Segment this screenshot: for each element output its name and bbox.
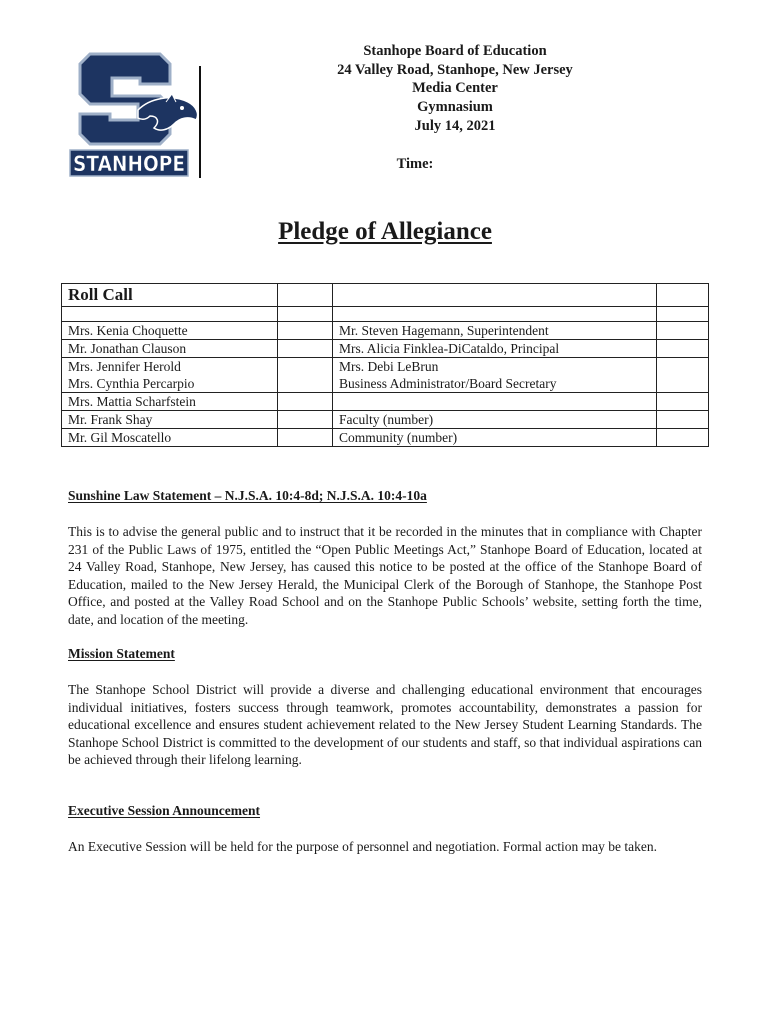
table-cell: [62, 307, 278, 322]
meeting-header: [300, 42, 610, 136]
table-cell: [333, 393, 657, 411]
header-date: July 14, 2021: [414, 117, 496, 134]
pledge-heading: Pledge of Allegiance: [278, 218, 492, 245]
table-cell: [278, 284, 333, 307]
faculty-count: Faculty (number): [333, 411, 657, 429]
roll-call-title: Roll Call: [62, 284, 278, 307]
board-member: Mr. Frank Shay: [62, 411, 278, 429]
table-row: [62, 393, 709, 411]
header-location-2: Gymnasium: [417, 99, 493, 116]
header-org: Stanhope Board of Education: [363, 43, 547, 59]
table-row: [62, 307, 709, 322]
mission-title: Mission Statement: [68, 646, 175, 661]
staff-member: Mrs. Debi LeBrun: [339, 359, 439, 374]
table-row: [62, 340, 709, 358]
executive-session-title: Executive Session Announcement: [68, 803, 261, 818]
time-label: Time:: [396, 156, 434, 172]
table-cell: [657, 322, 709, 340]
table-cell: [657, 429, 709, 447]
table-cell: [657, 307, 709, 322]
sunshine-law-text: This is to advise the general public and to instruct that it be recorded in the minutes that in compliance with Chapter 231 of the Public Laws of 1975, entitled the “Open Public Meetings Act,” Stanhope Board of Education, located at 24 Valley Road, Stanhope, New Jersey, has caused this notice to be posted at the office of the Stanhope Board of Education, mailed to the New Jersey Herald, the Municipal Clerk of the Borough of Stanhope, the Stanhope Post Office, and posted at the Valley Road School and on the Stanhope Public Schools’ website, setting forth the time, date, and location of the meeting.: [68, 524, 702, 627]
table-cell: [278, 322, 333, 340]
roll-call-table: [61, 283, 709, 447]
table-cell: [278, 411, 333, 429]
header-address: 24 Valley Road, Stanhope, New Jersey: [337, 61, 573, 78]
header-location-1: Media Center: [412, 80, 498, 97]
sunshine-law-title: Sunshine Law Statement – N.J.S.A. 10:4-8d; N.J.S.A. 10:4-10a: [68, 488, 427, 503]
staff-member: Mr. Steven Hagemann, Superintendent: [333, 322, 657, 340]
table-row: [62, 322, 709, 340]
table-row: [62, 284, 709, 307]
board-member: Mrs. Cynthia Percarpio: [68, 376, 195, 391]
table-row: [62, 411, 709, 429]
table-cell: [657, 393, 709, 411]
table-cell: [278, 358, 333, 393]
board-member: Mrs. Mattia Scharfstein: [62, 393, 278, 411]
table-row: [62, 429, 709, 447]
table-cell: [657, 358, 709, 393]
staff-member-group: [333, 358, 657, 393]
table-cell: [278, 393, 333, 411]
board-member: Mr. Gil Moscatello: [62, 429, 278, 447]
staff-member-title: Business Administrator/Board Secretary: [339, 376, 557, 391]
community-count: Community (number): [333, 429, 657, 447]
table-cell: [278, 340, 333, 358]
svg-text:STANHOPE: STANHOPE: [73, 152, 185, 176]
executive-session-text: An Executive Session will be held for the purpose of personnel and negotiation. Formal action may be taken.: [68, 839, 657, 854]
table-row: [62, 358, 709, 393]
board-member: Mr. Jonathan Clauson: [62, 340, 278, 358]
stanhope-logo: [68, 50, 203, 180]
board-member-group: [62, 358, 278, 393]
board-member: Mrs. Kenia Choquette: [62, 322, 278, 340]
table-cell: [657, 411, 709, 429]
table-cell: [657, 284, 709, 307]
board-member: Mrs. Jennifer Herold: [68, 359, 181, 374]
header-divider: [199, 66, 201, 178]
table-cell: [333, 307, 657, 322]
table-cell: [657, 340, 709, 358]
mission-text: The Stanhope School District will provide a diverse and challenging educational environment that encourages individual initiatives, fosters success through teamwork, promotes accountability, demonstrates a passion for educational excellence and ensures student achievement related to the New Jersey Student Learning Standards. The Stanhope School District is committed to the development of our students and staff, so that individual aspirations can be achieved through their lifelong learning.: [68, 682, 702, 768]
staff-member: Mrs. Alicia Finklea-DiCataldo, Principal: [333, 340, 657, 358]
stanhope-s-mustang-icon: [68, 50, 203, 180]
table-cell: [333, 284, 657, 307]
table-cell: [278, 429, 333, 447]
table-cell: [278, 307, 333, 322]
